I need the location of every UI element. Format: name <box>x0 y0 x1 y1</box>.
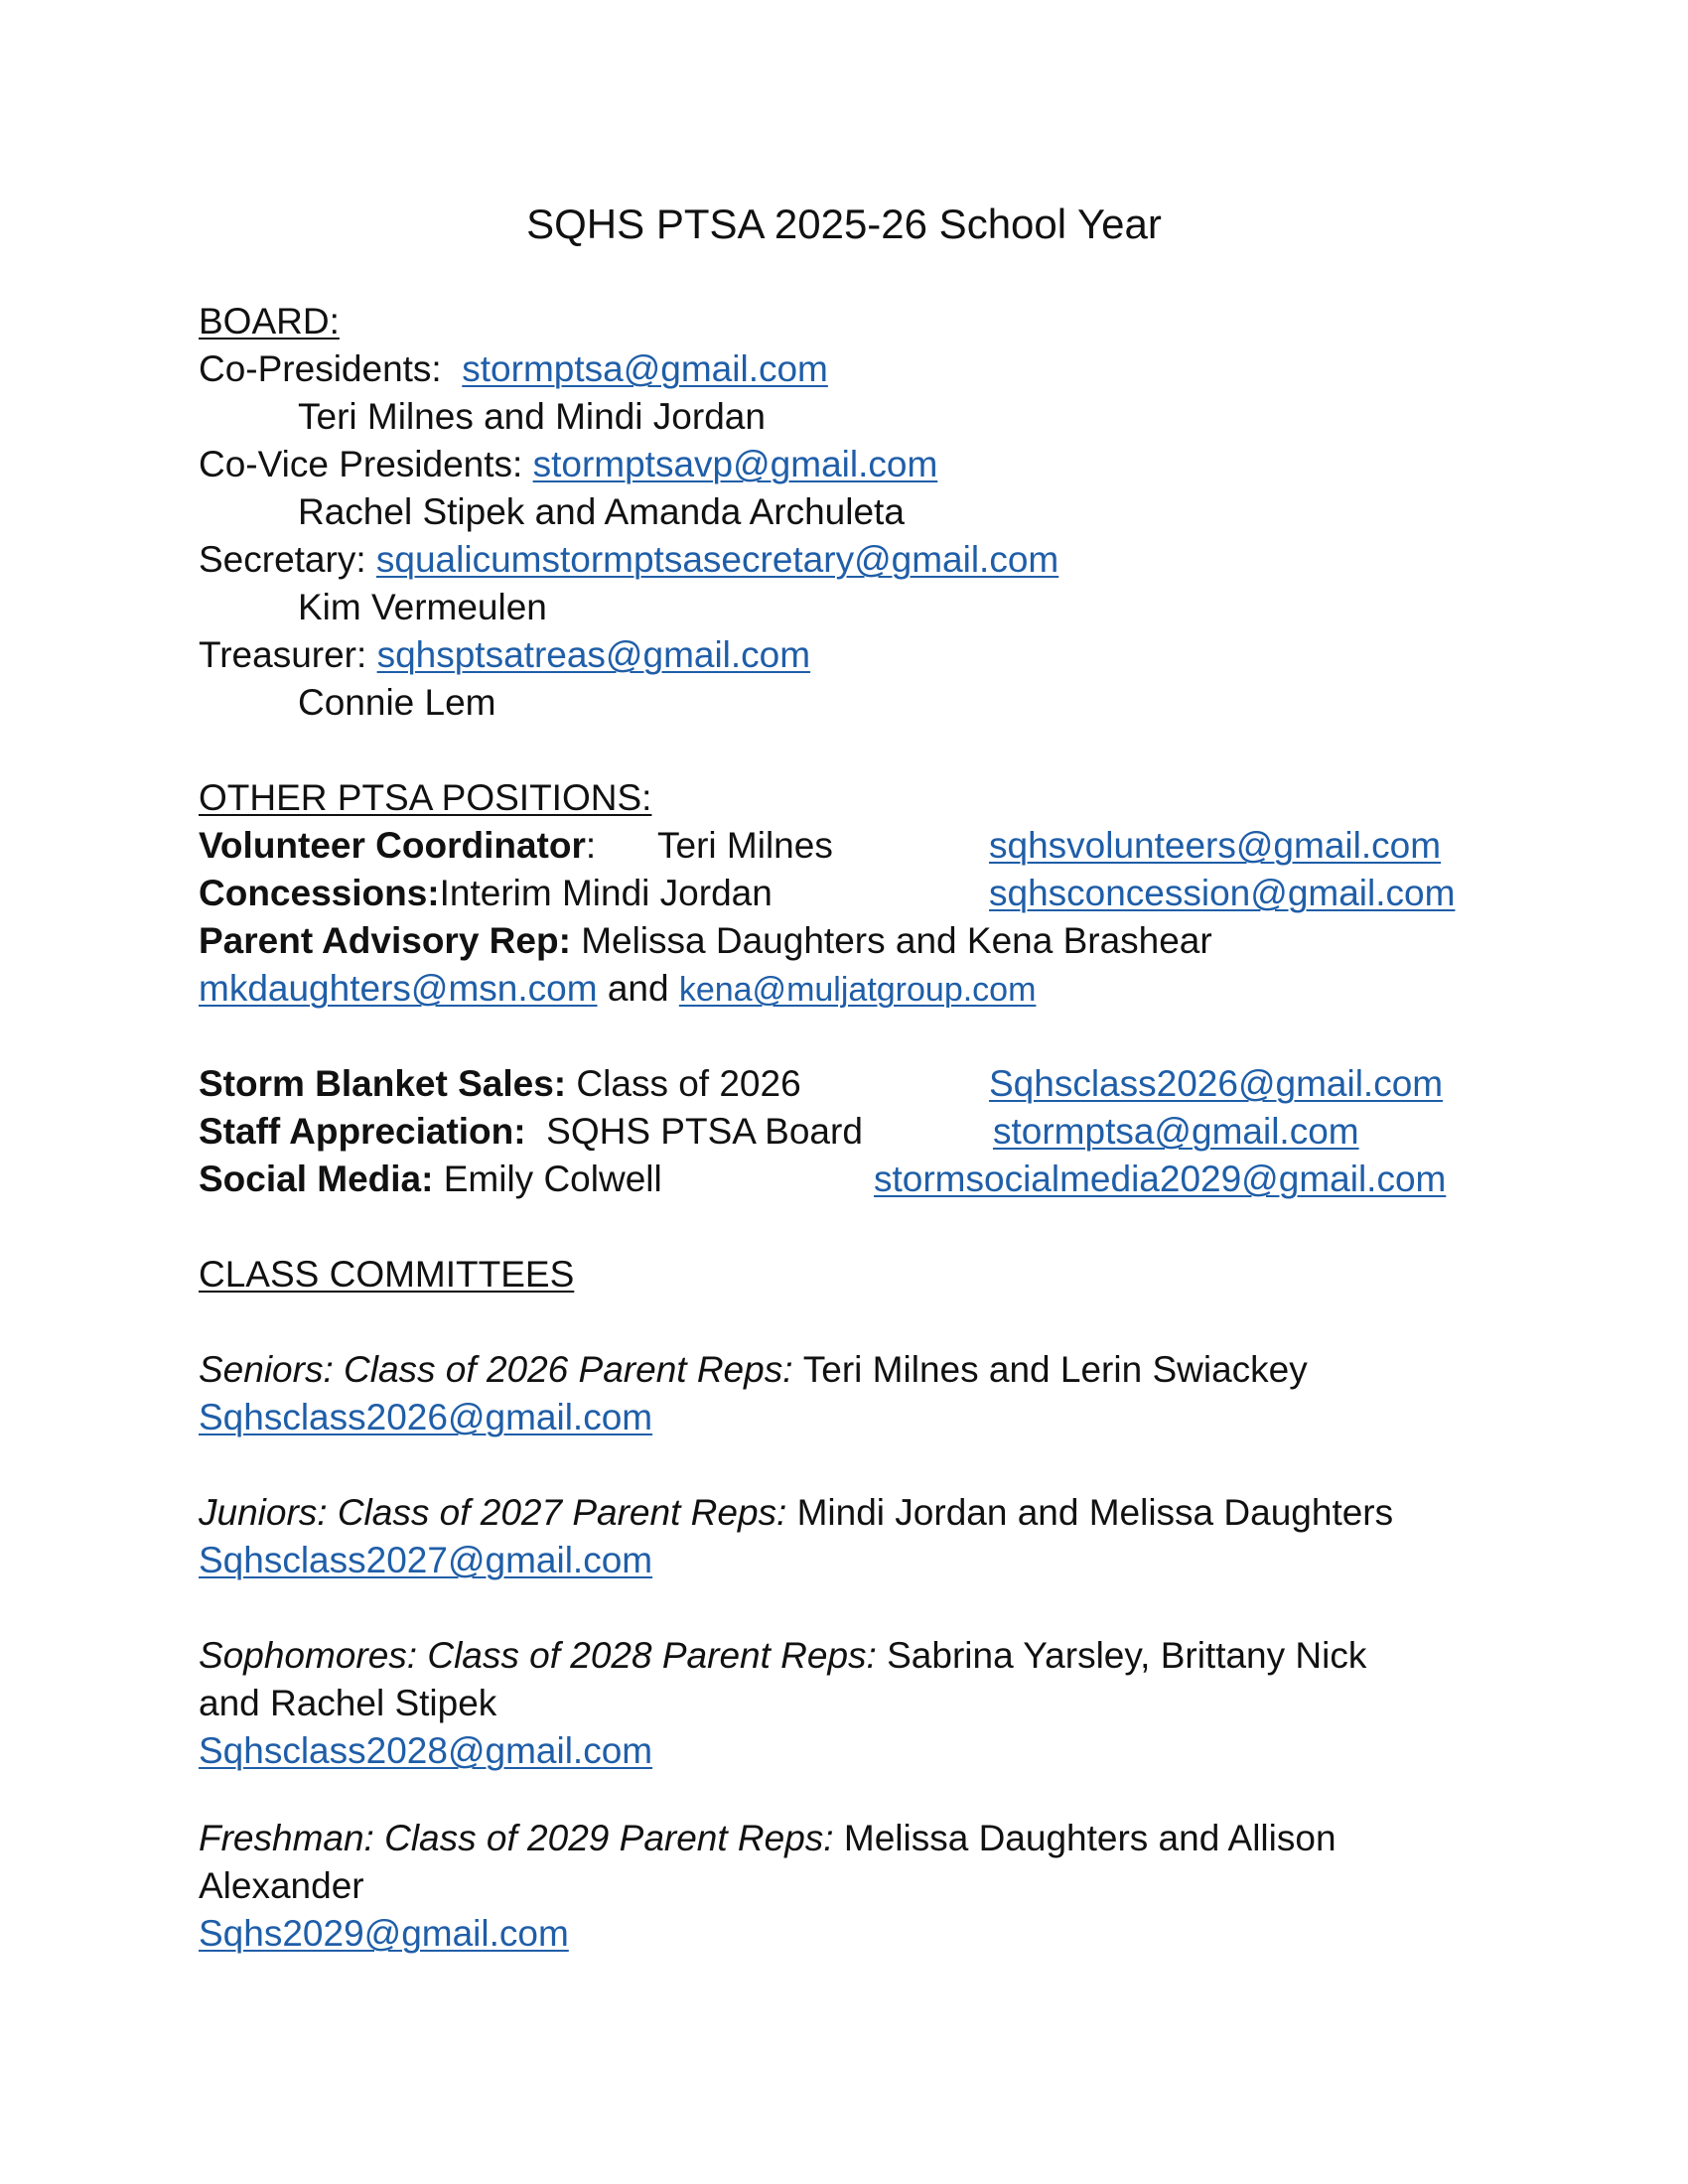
blanket-sales-email-link[interactable]: Sqhsclass2026@gmail.com <box>989 1063 1444 1104</box>
parent-advisory-row <box>199 917 1212 965</box>
sophomores-email-row <box>199 1727 652 1775</box>
co-vice-presidents-names: Rachel Stipek and Amanda Archuleta <box>298 491 905 532</box>
freshman-label: Freshman: Class of 2029 Parent Reps: <box>199 1818 834 1858</box>
co-vice-presidents-email-link[interactable]: stormptsavp@gmail.com <box>532 444 938 484</box>
freshman-names-line1: Melissa Daughters and Allison <box>843 1818 1336 1858</box>
social-media-label: Social Media: <box>199 1159 434 1199</box>
secretary-row <box>199 536 1058 584</box>
blanket-sales-name: Class of 2026 <box>576 1063 801 1104</box>
concessions-name: Interim Mindi Jordan <box>439 873 773 913</box>
co-vice-presidents-row <box>199 441 937 488</box>
juniors-email-link[interactable]: Sqhsclass2027@gmail.com <box>199 1540 653 1580</box>
seniors-email-row <box>199 1394 652 1441</box>
parent-advisory-and: and <box>607 968 669 1009</box>
staff-appreciation-name: SQHS PTSA Board <box>546 1111 863 1152</box>
seniors-row <box>199 1346 1308 1394</box>
volunteer-coordinator-row <box>199 822 596 870</box>
blanket-sales-row <box>199 1060 801 1108</box>
seniors-email-link[interactable]: Sqhsclass2026@gmail.com <box>199 1397 653 1437</box>
co-presidents-row <box>199 345 828 393</box>
concessions-row <box>199 870 773 917</box>
social-media-row <box>199 1156 662 1203</box>
class-committees-heading: CLASS COMMITTEES <box>199 1254 575 1295</box>
parent-advisory-names: Melissa Daughters and Kena Brashear <box>581 920 1212 961</box>
volunteer-coordinator-name: Teri Milnes <box>657 825 833 866</box>
treasurer-label: Treasurer: <box>199 634 367 675</box>
parent-advisory-emails-row <box>199 965 1036 1014</box>
freshman-email-link[interactable]: Sqhs2029@gmail.com <box>199 1913 569 1954</box>
co-vice-presidents-label: Co-Vice Presidents: <box>199 444 523 484</box>
treasurer-names: Connie Lem <box>298 682 496 723</box>
co-presidents-email-link[interactable]: stormptsa@gmail.com <box>462 348 828 389</box>
sophomores-email-link[interactable]: Sqhsclass2028@gmail.com <box>199 1730 653 1771</box>
sophomores-names-line1: Sabrina Yarsley, Brittany Nick <box>887 1635 1367 1676</box>
seniors-names: Teri Milnes and Lerin Swiackey <box>802 1349 1308 1390</box>
staff-appreciation-row <box>199 1108 863 1156</box>
juniors-email-row <box>199 1537 652 1584</box>
juniors-label: Juniors: Class of 2027 Parent Reps: <box>199 1492 787 1533</box>
juniors-row <box>199 1489 1393 1537</box>
concessions-label: Concessions: <box>199 873 440 913</box>
staff-appreciation-label: Staff Appreciation: <box>199 1111 526 1152</box>
social-media-name: Emily Colwell <box>443 1159 662 1199</box>
blanket-sales-label: Storm Blanket Sales: <box>199 1063 567 1104</box>
sophomores-names-line2: and Rachel Stipek <box>199 1683 497 1723</box>
parent-advisory-email2-link[interactable]: kena@muljatgroup.com <box>678 971 1037 1009</box>
secretary-label: Secretary: <box>199 539 366 580</box>
volunteer-coordinator-label: Volunteer Coordinator <box>199 825 586 866</box>
staff-appreciation-email-link[interactable]: stormptsa@gmail.com <box>993 1111 1359 1152</box>
treasurer-email-link[interactable]: sqhsptsatreas@gmail.com <box>376 634 811 675</box>
freshman-email-row <box>199 1910 569 1958</box>
sophomores-label: Sophomores: Class of 2028 Parent Reps: <box>199 1635 877 1676</box>
secretary-names: Kim Vermeulen <box>298 587 547 627</box>
page-title: SQHS PTSA 2025-26 School Year <box>526 201 1162 247</box>
freshman-row <box>199 1815 1336 1862</box>
volunteer-coordinator-email-link[interactable]: sqhsvolunteers@gmail.com <box>989 825 1442 866</box>
secretary-email-link[interactable]: squalicumstormptsasecretary@gmail.com <box>375 539 1059 580</box>
freshman-names-line2: Alexander <box>199 1865 364 1906</box>
treasurer-row <box>199 631 810 679</box>
sophomores-row <box>199 1632 1366 1680</box>
seniors-label: Seniors: Class of 2026 Parent Reps: <box>199 1349 793 1390</box>
social-media-email-link[interactable]: stormsocialmedia2029@gmail.com <box>874 1159 1447 1199</box>
board-heading: BOARD: <box>199 301 340 341</box>
volunteer-coordinator-colon: : <box>585 825 597 866</box>
co-presidents-names: Teri Milnes and Mindi Jordan <box>298 396 766 437</box>
juniors-names: Mindi Jordan and Melissa Daughters <box>796 1492 1394 1533</box>
other-positions-heading: OTHER PTSA POSITIONS: <box>199 777 652 818</box>
parent-advisory-email1-link[interactable]: mkdaughters@msn.com <box>199 968 598 1009</box>
concessions-email-link[interactable]: sqhsconcession@gmail.com <box>989 873 1456 913</box>
parent-advisory-label: Parent Advisory Rep: <box>199 920 571 961</box>
co-presidents-label: Co-Presidents: <box>199 348 442 389</box>
